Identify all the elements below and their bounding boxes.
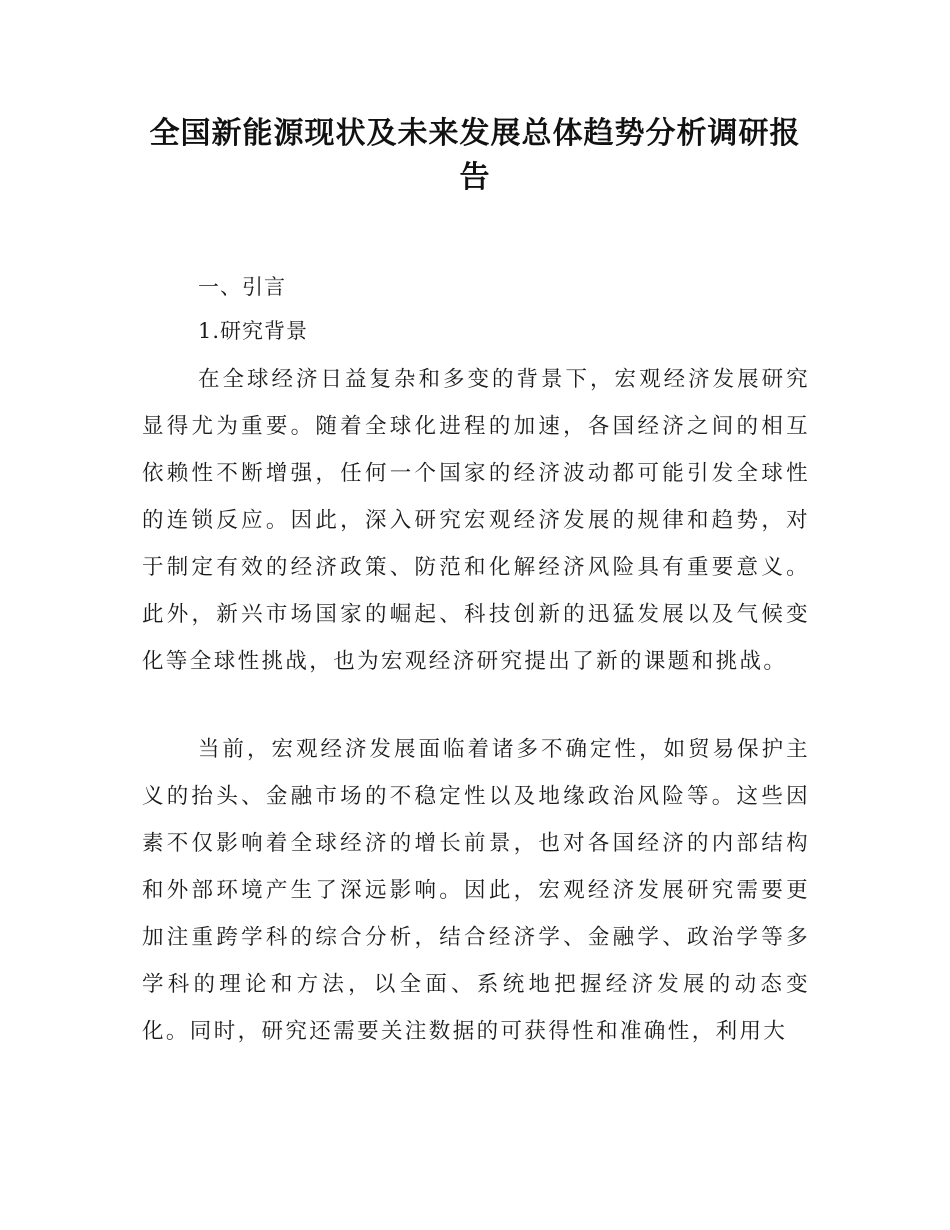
- subsection-heading: 1.研究背景: [198, 319, 309, 343]
- body-paragraph: 当前，宏观经济发展面临着诸多不确定性，如贸易保护主义的抬头、金融市场的不稳定性以及地缘政治风险等。这些因素不仅影响着全球经济的增长前景，也对各国经济的内部结构和外部环境产生了深远影响。因此，宏观经济发展研究需要更加注重跨学科的综合分析，结合经济学、金融学、政治学等多学科的理论和方法，以全面、系统地把握经济发展的动态变化。同时，研究还需要关注数据的可获得性和准确性，利用大: [142, 737, 810, 1044]
- body-paragraph: 在全球经济日益复杂和多变的背景下，宏观经济发展研究显得尤为重要。随着全球化进程的加速，各国经济之间的相互依赖性不断增强，任何一个国家的经济波动都可能引发全球性的连锁反应。因此，深入研究宏观经济发展的规律和趋势，对于制定有效的经济政策、防范和化解经济风险具有重要意义。此外，新兴市场国家的崛起、科技创新的迅猛发展以及气候变化等全球性挑战，也为宏观经济研究提出了新的课题和挑战。: [142, 367, 810, 674]
- document-title: 全国新能源现状及未来发展总体趋势分析调研报告: [149, 116, 801, 195]
- section-heading: 一、引言: [198, 275, 286, 299]
